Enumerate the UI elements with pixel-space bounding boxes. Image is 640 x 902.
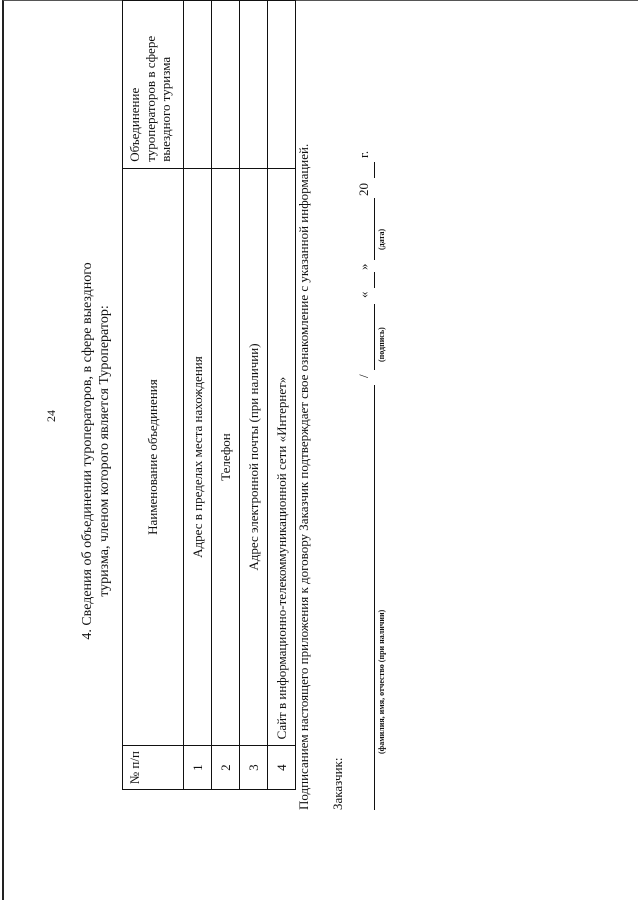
section-heading bbox=[80, 0, 114, 902]
row-value bbox=[184, 1, 212, 169]
table-row bbox=[240, 1, 268, 790]
customer-label: Заказчик: bbox=[330, 757, 345, 810]
signature-caption: (подпись) bbox=[377, 327, 386, 362]
header-association: Объединение туроператоров в сфере выездного туризма bbox=[123, 1, 184, 169]
row-number: 4 bbox=[268, 746, 296, 790]
acknowledgement-text: Подписанием настоящего приложения к договору Заказчик подтверждает свое ознакомление с указанной информацией. bbox=[296, 143, 311, 810]
row-label: Телефон bbox=[212, 168, 240, 746]
table-header-row bbox=[123, 1, 184, 790]
header-number: № п/п bbox=[123, 746, 184, 790]
year-prefix: 20 bbox=[356, 183, 371, 196]
row-value bbox=[240, 1, 268, 169]
row-label: Сайт в информационно-телекоммуникационной сети «Интернет» bbox=[268, 168, 296, 746]
date-caption: (дата) bbox=[377, 228, 386, 250]
row-label: Адрес электронной почты (при наличии) bbox=[240, 168, 268, 746]
name-line bbox=[374, 385, 375, 810]
page-number: 24 bbox=[44, 410, 58, 422]
header-name: Наименование объединения bbox=[123, 168, 184, 746]
heading-line-2: туризма, членом которого является Туроператор: bbox=[96, 305, 112, 597]
row-number: 3 bbox=[240, 746, 268, 790]
year-line bbox=[374, 162, 375, 178]
year-suffix: г. bbox=[356, 150, 371, 158]
month-line bbox=[374, 198, 375, 260]
row-value bbox=[212, 1, 240, 169]
date-open-quote: « bbox=[356, 291, 371, 298]
table-row bbox=[268, 1, 296, 790]
signature-line bbox=[374, 304, 375, 370]
row-number: 2 bbox=[212, 746, 240, 790]
row-value bbox=[268, 1, 296, 169]
day-line bbox=[374, 272, 375, 288]
date-close-quote: » bbox=[356, 263, 371, 270]
row-label: Адрес в пределах места нахождения bbox=[184, 168, 212, 746]
association-table bbox=[122, 0, 296, 790]
slash-separator: / bbox=[356, 374, 371, 378]
row-number: 1 bbox=[184, 746, 212, 790]
heading-line-1: 4. Сведения об объединении туроператоров, в сфере выездного bbox=[80, 262, 95, 640]
table-row bbox=[184, 1, 212, 790]
table-row bbox=[212, 1, 240, 790]
name-caption: (фамилия, имя, отчество (при наличии) bbox=[377, 609, 386, 754]
